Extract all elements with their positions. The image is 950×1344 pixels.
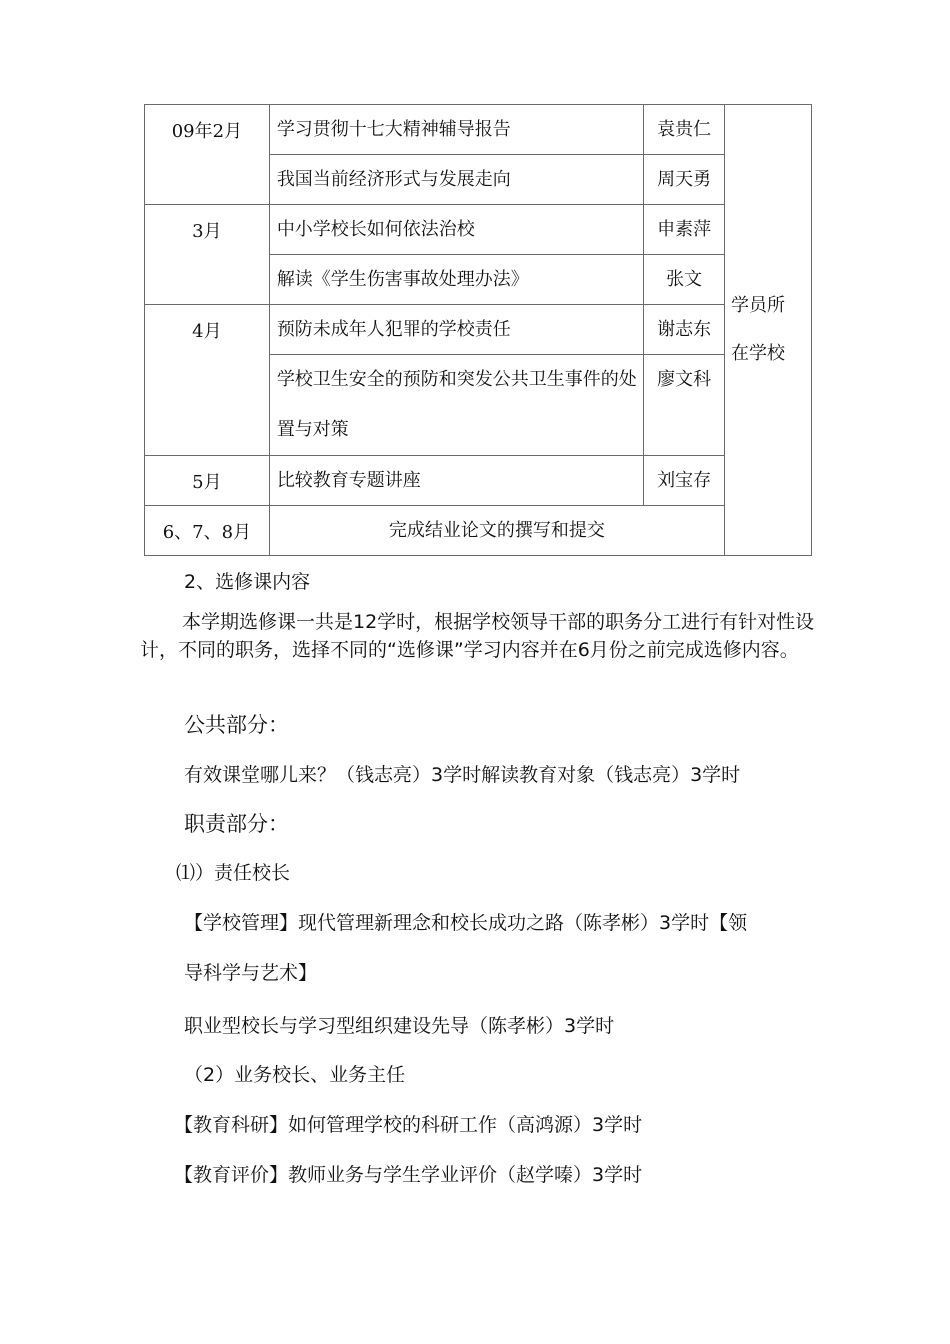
topic-cell: 学习贯彻十七大精神辅导报告 [269,105,643,155]
course-line: 【教育评价】教师业务与学生学业评价（赵学嗪）3学时 [174,1164,643,1186]
public-heading: 公共部分： [184,713,289,737]
course-line: 【学校管理】现代管理新理念和校长成功之路（陈孝彬）3学时【领 [184,912,748,934]
topic-cell: 预防未成年人犯罪的学校责任 [269,305,643,355]
month-cell: 6、7、8月 [145,506,270,556]
final-task-cell: 完成结业论文的撰写和提交 [269,506,724,556]
topic-cell: 解读《学生伤害事故处理办法》 [269,255,643,305]
speaker-cell: 袁贵仁 [644,105,725,155]
table-row [145,105,812,155]
duty-heading: 职责部分： [184,812,289,836]
speaker-cell: 谢志东 [644,305,725,355]
table-row [145,205,812,255]
month-cell: 09年2月 [145,105,270,205]
speaker-cell: 廖文科 [644,355,725,456]
speaker-cell: 周天勇 [644,155,725,205]
month-cell: 4月 [145,305,270,456]
topic-cell: 学校卫生安全的预防和突发公共卫生事件的处置与对策 [269,355,643,456]
table-row [145,456,812,506]
intro-paragraph: 本学期选修课一共是12学时，根据学校领导干部的职务分工进行有针对性设计，不同的职务，选择不同的“选修课”学习内容并在6月份之前完成选修内容。 [140,611,815,661]
topic-cell: 中小学校长如何依法治校 [269,205,643,255]
table-row [145,506,812,556]
topic-cell: 我国当前经济形式与发展走向 [269,155,643,205]
role-principal: ⑴）责任校长 [176,862,291,884]
course-line: 导科学与艺术】 [184,962,318,984]
role-academic: （2）业务校长、业务主任 [184,1064,406,1086]
speaker-cell: 申素萍 [644,205,725,255]
schedule-table [144,104,812,556]
speaker-cell: 刘宝存 [644,456,725,506]
location-text: 学员所在学校 [731,295,786,364]
course-line: 【教育科研】如何管理学校的科研工作（高鸿源）3学时 [174,1114,643,1136]
table-row [145,305,812,355]
location-cell [725,105,812,556]
month-cell: 3月 [145,205,270,305]
section-title: 2、选修课内容 [184,571,311,593]
public-courses: 有效课堂哪儿来？（钱志亮）3学时解读教育对象（钱志亮）3学时 [184,764,741,786]
course-line: 职业型校长与学习型组织建设先导（陈孝彬）3学时 [184,1015,615,1037]
speaker-cell: 张文 [644,255,725,305]
month-cell: 5月 [145,456,270,506]
topic-cell: 比较教育专题讲座 [269,456,643,506]
